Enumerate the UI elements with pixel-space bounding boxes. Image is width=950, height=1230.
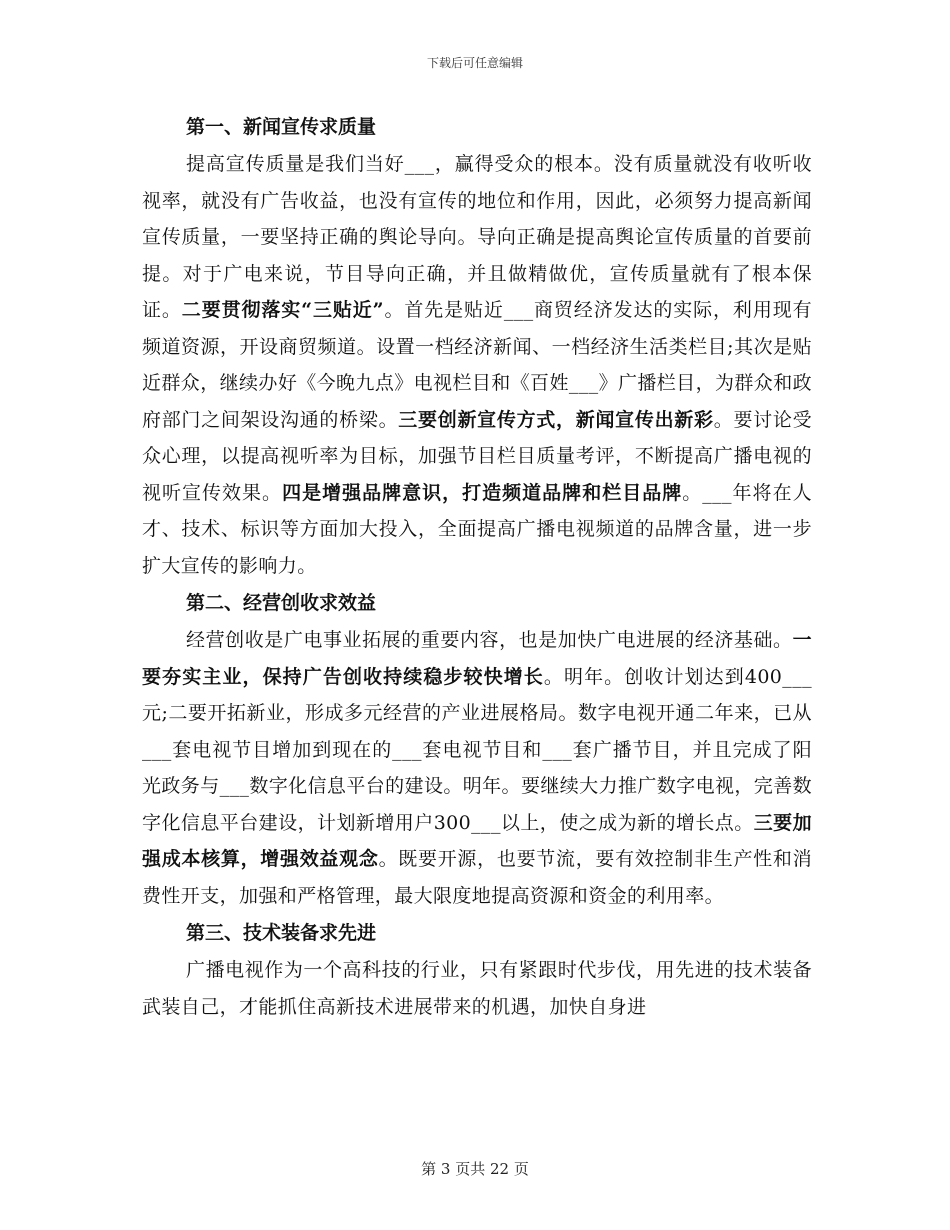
paragraph-run: 经营创收是广电事业拓展的重要内容，也是加快广电进展的经济基础。	[186, 629, 793, 651]
emphasis-run: 三要加强成本核算，增强效益观念	[142, 811, 812, 870]
document-body	[142, 108, 812, 1025]
section-2-paragraph	[142, 622, 812, 914]
section-3-paragraph	[142, 952, 812, 1025]
paragraph-run: 。要讨论受众心理，以提高视听率为目标，加强节目栏目质量考评，不断提高广播电视的视听宣传效果。	[142, 408, 812, 504]
paragraph-run: 提高宣传质量是我们当好___，赢得受众的根本。没有质量就没有收听收视率，就没有广告收益，也没有宣传的地位和作用，因此，必须努力提高新闻宣传质量，一要坚持正确的舆论导向。导向正确是提高舆论宣传质量的首要前提。对于广电来说，节目导向正确，并且做精做优，宣传质量就有了根本保证。	[142, 153, 812, 321]
section-1-heading: 第一、新闻宣传求质量	[186, 116, 377, 138]
section-2-heading: 第二、经营创收求效益	[186, 592, 377, 614]
emphasis-run: 四是增强品牌意识，打造频道品牌和栏目品牌	[282, 481, 683, 504]
emphasis-run: 一要夯实主业，保持广告创收持续稳步较快增长	[142, 629, 812, 688]
section-3-heading: 第三、技术装备求先进	[186, 922, 377, 944]
paragraph-run: 。明年。创收计划达到400___元;二要开拓新业，形成多元经营的产业进展格局。数字电视开通二年来，已从___套电视节目增加到现在的___套电视节目和___套广播节目，并且完成了阳光政务与___数字化信息平台的建设。明年。要继续大力推广数字电视，完善数字化信息平台建设，计划新增用户300___以上，使之成为新的增长点。	[142, 665, 812, 834]
page-header: 下载后可任意编辑	[426, 56, 523, 70]
paragraph-run: 广播电视作为一个高科技的行业，只有紧跟时代步伐，用先进的技术装备武装自己，才能抓住高新技术进展带来的机遇，加快自身进	[142, 959, 812, 1018]
paragraph-run: 。首先是贴近___商贸经济发达的实际，利用现有频道资源，开设商贸频道。设置一档经济新闻、一档经济生活类栏目;其次是贴近群众，继续办好《今晚九点》电视栏目和《百姓___》广播栏目，为群众和政府部门之间架设沟通的桥梁。	[142, 299, 813, 431]
emphasis-run: 三要创新宣传方式，新闻宣传出新彩	[398, 408, 714, 431]
section-1-paragraph	[142, 146, 812, 584]
emphasis-run: 二要贯彻落实“三贴近”	[181, 299, 384, 321]
page-footer: 第 3 页共 22 页	[421, 1160, 529, 1178]
paragraph-run: 。___年将在人才、技术、标识等方面加大投入，全面提高广播电视频道的品牌含量，进一步扩大宣传的影响力。	[142, 481, 812, 577]
paragraph-run: 。既要开源，也要节流，要有效控制非生产性和消费性开支，加强和严格管理，最大限度地提高资源和资金的利用率。	[142, 848, 812, 907]
